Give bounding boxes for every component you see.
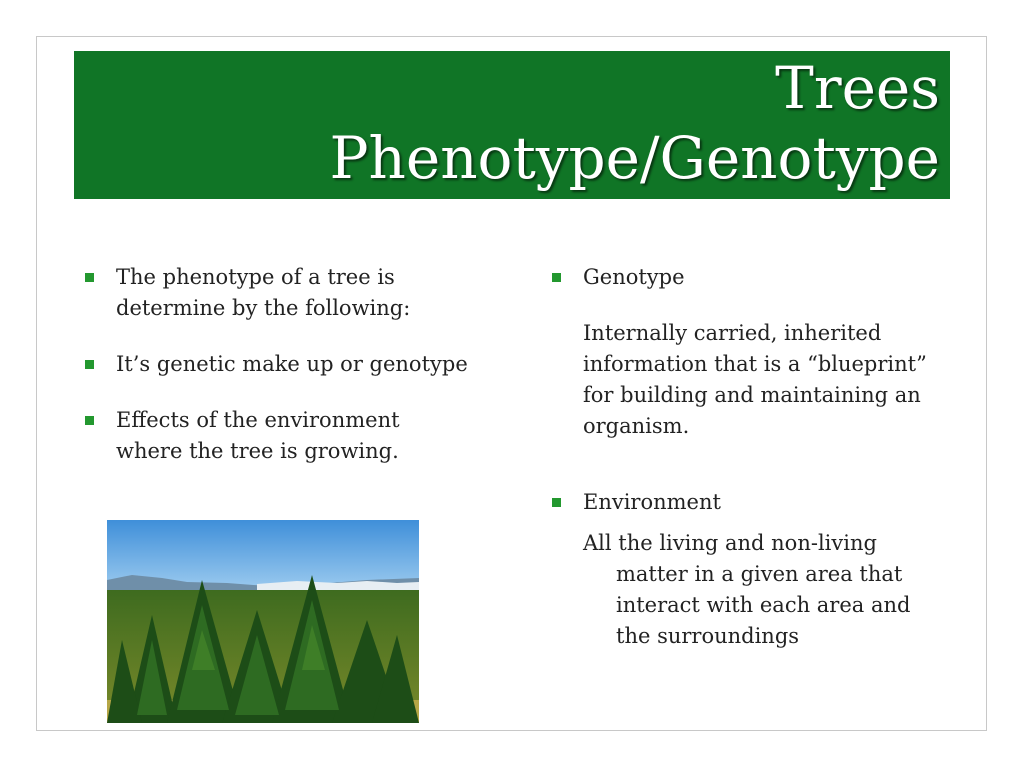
bullet-square-icon xyxy=(85,360,94,369)
title-band xyxy=(74,51,950,199)
bullet-text: Effects of the environment where the tree is growing. xyxy=(116,408,400,463)
bullet-square-icon xyxy=(85,273,94,282)
genotype-definition: Internally carried, inherited information that is a “blueprint” for building and maintaining an organism. xyxy=(583,321,927,438)
bullet-square-icon xyxy=(552,273,561,282)
title-line-1: Trees xyxy=(775,54,940,122)
title-line-2: Phenotype/Genotype xyxy=(329,124,940,192)
bullet-square-icon xyxy=(552,498,561,507)
bullet-text: The phenotype of a tree is determine by the following: xyxy=(116,265,411,320)
environment-heading: Environment xyxy=(583,490,721,514)
spruce-trees-photo xyxy=(107,520,419,723)
environment-definition: All the living and non-living matter in a given area that interact with each area and the surroundings xyxy=(583,531,911,648)
genotype-heading: Genotype xyxy=(583,265,685,289)
bullet-text: It’s genetic make up or genotype xyxy=(116,352,468,376)
slide-title xyxy=(329,53,940,193)
bullet-square-icon xyxy=(85,416,94,425)
